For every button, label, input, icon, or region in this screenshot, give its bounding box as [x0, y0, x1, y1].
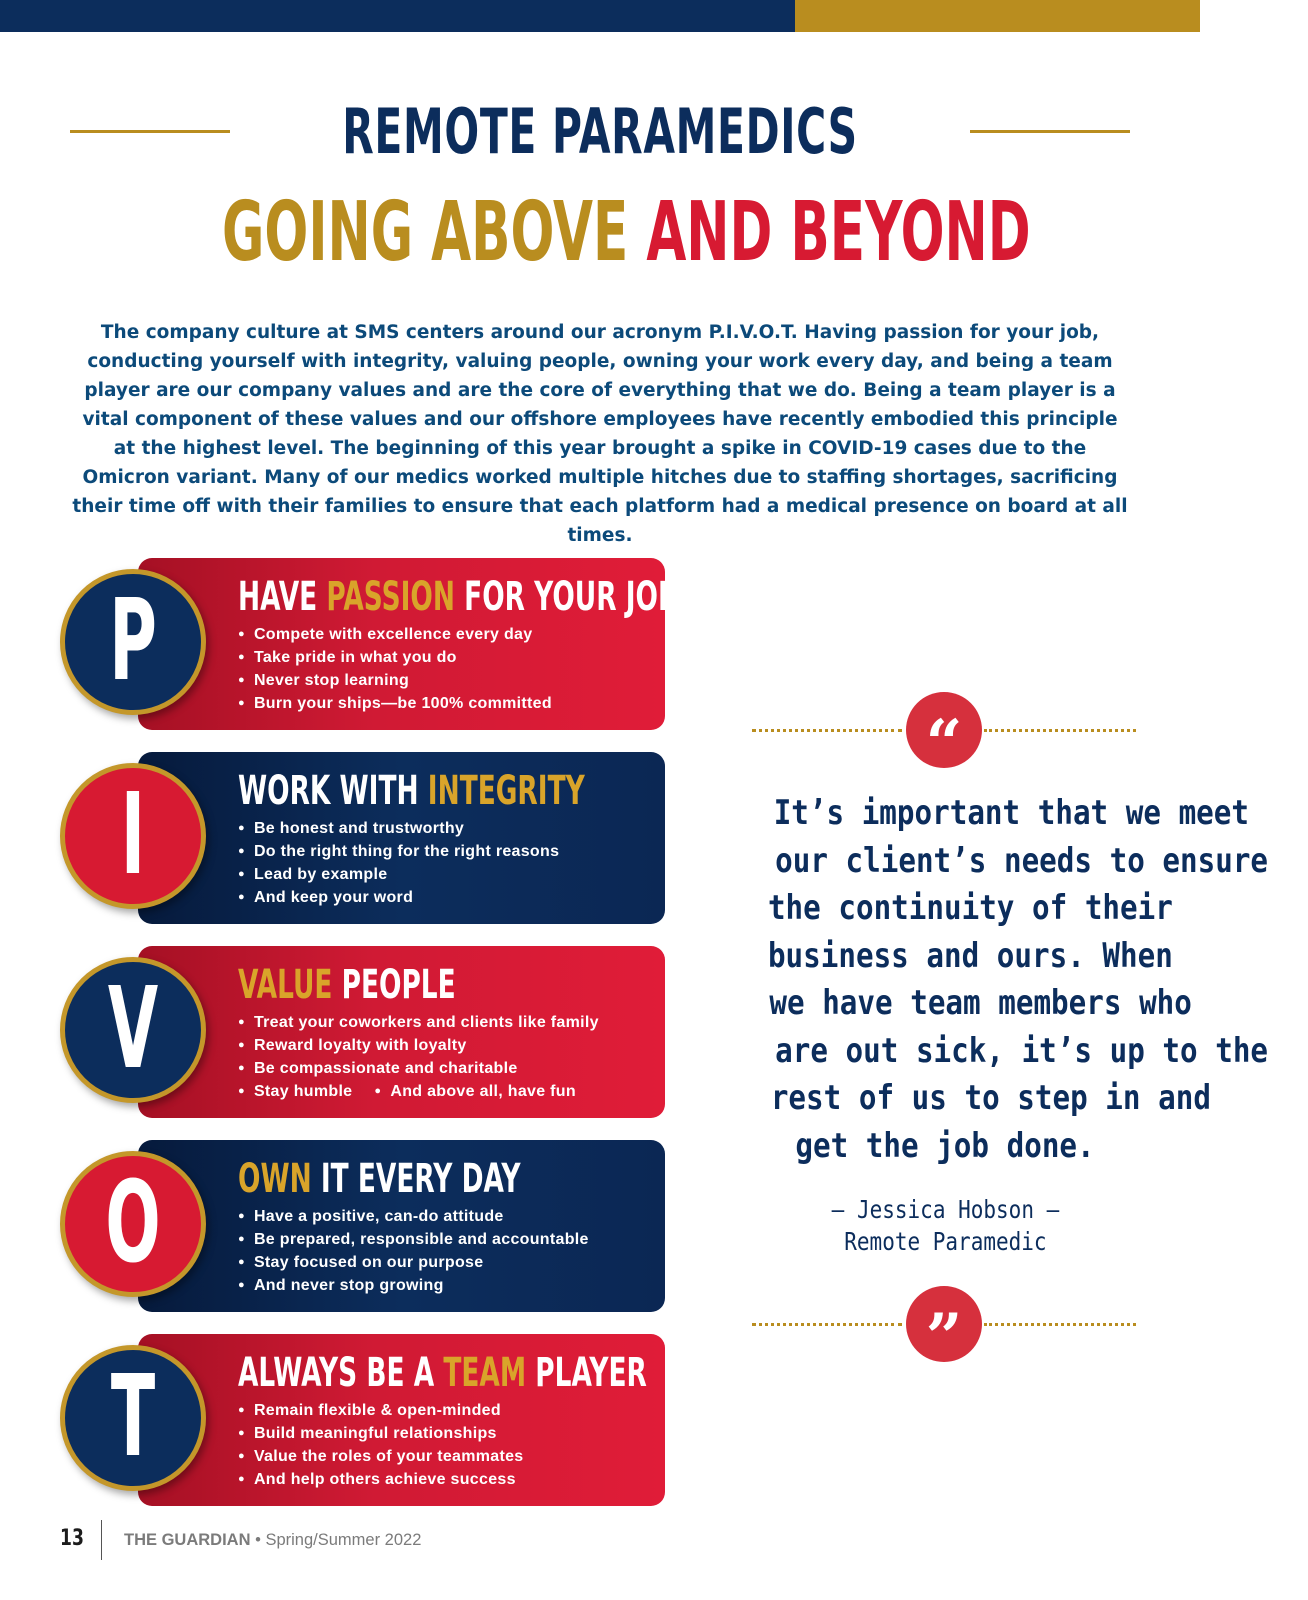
quote-line: we have team members who [769, 983, 1192, 1023]
bullet-item: ● Never stop learning [238, 670, 552, 693]
open-quote-icon: “ [906, 692, 982, 768]
bullet-item: ● Be honest and trustworthy [238, 818, 559, 841]
title-line-2-red: AND BEYOND [646, 185, 1031, 280]
footer-divider [101, 1520, 102, 1560]
heading-pre: HAVE [238, 574, 318, 620]
heading-post: PEOPLE [341, 962, 456, 1008]
pivot-letter: I [120, 770, 146, 900]
heading-pre: WORK WITH [238, 768, 419, 814]
pivot-row-i [60, 752, 665, 924]
title-line-1: REMOTE PARAMEDICS [342, 95, 858, 168]
bullet-item: ● Lead by example [238, 864, 559, 887]
pivot-circle-t [60, 1345, 206, 1491]
pivot-letter: V [107, 964, 159, 1094]
heading-highlight: VALUE [238, 962, 333, 1008]
quote-line: get the job done. [795, 1125, 1095, 1166]
pull-quote [735, 790, 1269, 1170]
page-number: 13 [60, 1526, 84, 1551]
quote-role [735, 1226, 1155, 1257]
title-line-2-gold: GOING ABOVE [222, 185, 629, 280]
quote-author [735, 1194, 1155, 1225]
pivot-bullets-i [238, 818, 559, 910]
quote-rule-bottom-right [984, 1323, 1136, 1326]
pivot-circle-i [60, 763, 206, 909]
pivot-heading-o [238, 1154, 634, 1204]
pivot-heading-t [238, 1348, 647, 1398]
bullet-item: ● Take pride in what you do [238, 647, 552, 670]
pivot-heading-v [238, 960, 634, 1010]
pivot-letter: T [110, 1352, 156, 1482]
bullet-item: ● Burn your ships—be 100% committed [238, 693, 552, 716]
heading-highlight: PASSION [326, 574, 455, 620]
pivot-circle-p [60, 569, 206, 715]
bullet-item: ● Be prepared, responsible and accountable [238, 1229, 589, 1252]
heading-post: FOR YOUR JOB [464, 574, 679, 620]
bullet-item: ● Do the right thing for the right reasons [238, 841, 559, 864]
heading-highlight: INTEGRITY [427, 768, 585, 814]
heading-pre: ALWAYS BE A [238, 1350, 435, 1396]
pivot-bullets-o [238, 1206, 589, 1298]
quote-rule-bottom-left [752, 1323, 902, 1326]
pivot-bullets-t [238, 1400, 524, 1492]
bullet-item: Stay humble [253, 1083, 353, 1100]
pivot-heading-p [238, 572, 679, 622]
quote-rule-top-right [984, 729, 1136, 732]
pivot-row-o [60, 1140, 665, 1312]
bullet-item: ● Reward loyalty with loyalty [238, 1035, 599, 1058]
bullet-item: ● Build meaningful relationships [238, 1423, 524, 1446]
pivot-heading-i [238, 766, 634, 816]
bullet-item-with-inline [238, 1081, 599, 1104]
pivot-circle-o [60, 1151, 206, 1297]
quote-line: the continuity of their [767, 888, 1173, 928]
bullet-item: ● And help others achieve success [238, 1469, 524, 1492]
intro-paragraph: The company culture at SMS centers around our acronym P.I.V.O.T. Having passion for your job, conducting yourself with integrity, valuing people, owning your work every day, and being a team player are our company values and are the core of everything that we do. Being a team player is a vital component of these values and our offshore employees have recently embodied this principle at the highest level. The beginning of this year brought a spike in COVID-19 cases due to the Omicron variant. Many of our medics worked multiple hitches due to staffing shortages, sacrificing their time off with their families to ensure that each platform had a medical presence on board at all times. [72, 322, 1128, 546]
pivot-bullets-p [238, 624, 552, 716]
pivot-bullets-v [238, 1012, 599, 1104]
bullet-item: ● Remain flexible & open-minded [238, 1400, 524, 1423]
top-bar-navy [0, 0, 795, 32]
heading-highlight: OWN [238, 1156, 312, 1202]
title-line-1-wrapper [0, 82, 1200, 182]
quote-line: business and ours. When [767, 935, 1173, 976]
pivot-row-v [60, 946, 665, 1118]
quote-rule-top-left [752, 729, 902, 732]
close-quote-icon: ” [906, 1286, 982, 1362]
quote-role-text: Remote Paramedic [843, 1227, 1047, 1256]
pivot-row-p [60, 558, 679, 730]
quote-line: our client’s needs to ensure [775, 840, 1269, 881]
bullet-item: ● Compete with excellence every day [238, 624, 552, 647]
bullet-item: ● And keep your word [238, 887, 559, 910]
title-line-2 [222, 178, 1031, 288]
bullet-item-inline: ● And above all, have fun [374, 1083, 576, 1100]
bullet-item: ● Value the roles of your teammates [238, 1446, 524, 1469]
quote-line: rest of us to step in and [770, 1078, 1211, 1118]
top-bar-gold [795, 0, 1200, 32]
footer-publication [124, 1529, 421, 1551]
pivot-letter: O [105, 1158, 161, 1288]
quote-line: are out sick, it’s up to the [775, 1030, 1269, 1071]
footer-bullet: • [255, 1531, 261, 1549]
pivot-circle-v [60, 957, 206, 1103]
magazine-name: THE GUARDIAN [124, 1531, 251, 1549]
heading-post: PLAYER [535, 1350, 647, 1396]
bullet-item: ● And never stop growing [238, 1275, 589, 1298]
bullet-item: ● Be compassionate and charitable [238, 1058, 599, 1081]
quote-line: It’s important that we meet [773, 793, 1249, 833]
heading-post: IT EVERY DAY [320, 1156, 521, 1202]
heading-highlight: TEAM [443, 1350, 527, 1396]
bullet-item: ● Have a positive, can-do attitude [238, 1206, 589, 1229]
pivot-row-t [60, 1334, 665, 1506]
bullet-item: ● Treat your coworkers and clients like family [238, 1012, 599, 1035]
quote-author-text: — Jessica Hobson — [831, 1195, 1059, 1224]
issue-name: Spring/Summer 2022 [265, 1531, 422, 1549]
bullet-item: ● Stay focused on our purpose [238, 1252, 589, 1275]
pivot-letter: P [109, 576, 157, 706]
